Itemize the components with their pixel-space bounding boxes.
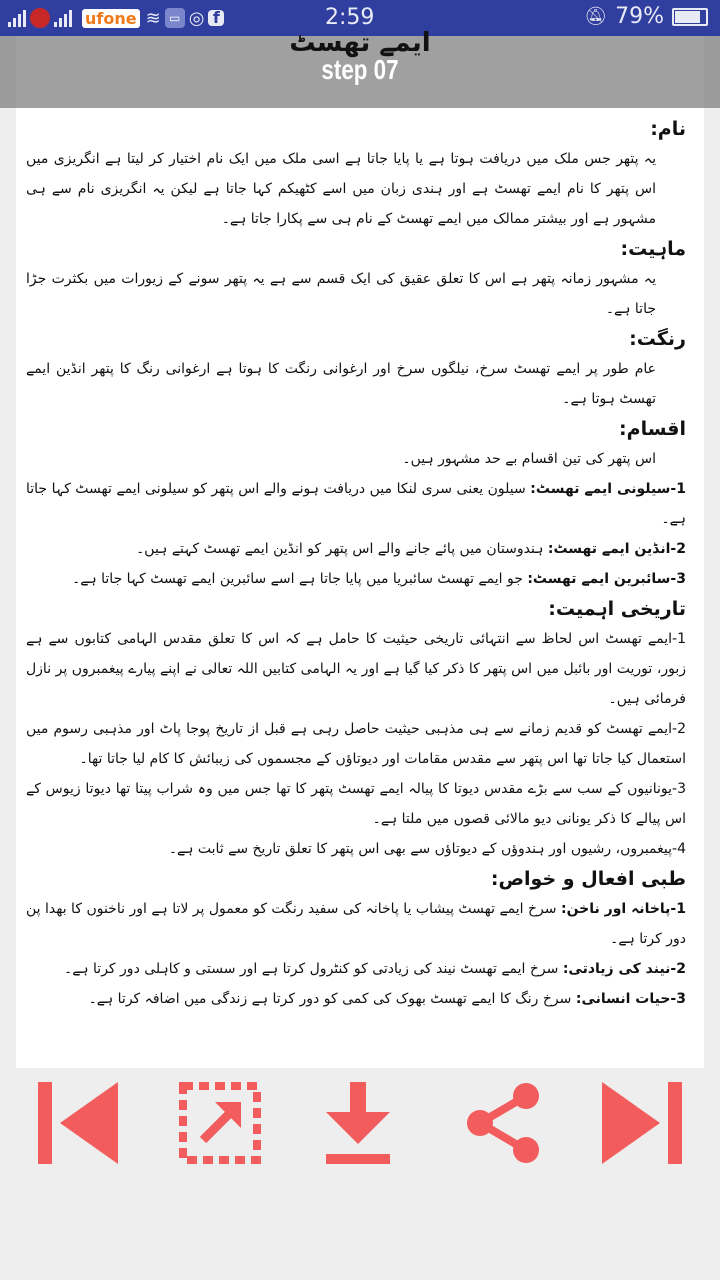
signal-icon-2 (54, 9, 72, 27)
section-paragraph: 3-یونانیوں کے سب سے بڑے مقدس دیوتا کا پیالہ ایمے تھسٹ پتھر کا تھا جس میں وہ شراب پیتا تھا دیوتا زیوس کے اس پیالے کا ذکر یونانی دیو مالائی قصوں میں ملتا ہے۔ (26, 781, 686, 827)
item-label: 1-پاخانہ اور ناخن: (560, 901, 686, 917)
skip-next-icon (602, 1082, 686, 1166)
section-paragraph: یہ مشہور زمانہ پتھر ہے اس کا تعلق عقیق کی ایک قسم سے ہے یہ پتھر سونے کے زیورات میں بکثرت جڑا جاتا ہے۔ (26, 271, 656, 317)
carrier-logo: ufone (82, 9, 140, 28)
section-heading: رنگت: (629, 328, 686, 350)
section-paragraph: عام طور پر ایمے تھسٹ سرخ، نیلگوں سرخ اور ارغوانی رنگت کا ہوتا ہے ارغوانی رنگ کا پتھر انڈین ایمے تھسٹ ہوتا ہے۔ (26, 361, 656, 407)
open-in-full-icon (179, 1082, 263, 1166)
skip-previous-icon (38, 1082, 122, 1166)
item-text: سرخ ایمے تھسٹ نیند کی زیادتی کو کنٹرول کرتا ہے اور سستی و کاہلی دور کرتا ہے۔ (63, 961, 559, 977)
section-heading: اقسام: (619, 418, 686, 440)
app-notification-icon (30, 8, 50, 28)
section-paragraph: اس پتھر کی تین اقسام بے حد مشہور ہیں۔ (402, 451, 656, 467)
previous-button[interactable] (38, 1082, 122, 1166)
item-text: جو ایمے تھسٹ سائبریا میں پایا جاتا ہے اسے سائبرین ایمے تھسٹ کہا جاتا ہے۔ (72, 571, 523, 587)
wifi-icon: ≋ (145, 7, 161, 29)
otg-icon: ▭ (165, 8, 185, 28)
item-text: سیلون یعنی سری لنکا میں دریافت ہونے والے اس پتھر کو سیلونی ایمے تھسٹ کہا جاتا ہے۔ (26, 481, 686, 527)
battery-percent: 79% (615, 4, 664, 29)
item-label: 2-نیند کی زیادتی: (562, 961, 686, 977)
list-item (26, 984, 686, 1014)
list-item (26, 894, 686, 954)
section-paragraph: 1-ایمے تھسٹ اس لحاظ سے انتہائی تاریخی حیثیت کا حامل ہے کہ اس کا تعلق مقدس الہامی کتابوں سے ہے زبور، توریت اور بائبل میں اس پتھر کا ذکر کیا گیا ہے اور یہ الہامی کتابیں اللہ تعالی نے اپنے پیارے پیغمبروں پر نازل فرمائی ہیں۔ (26, 631, 686, 707)
section-heading: ماہیت: (620, 238, 686, 260)
article-content (16, 36, 704, 1014)
list-item (26, 474, 686, 534)
article-page-image (16, 36, 704, 1068)
list-item (26, 534, 686, 564)
section-paragraph: 4-پیغمبروں، رشیوں اور ہندوؤں کے دیوتاؤں سے بھی اس پتھر کا تعلق تاریخ سے ثابت ہے۔ (168, 841, 686, 857)
fullscreen-button[interactable] (179, 1082, 263, 1166)
battery-icon (672, 8, 708, 26)
step-label: step 07 (321, 54, 399, 85)
page-title-urdu: ایمے تھسٹ (289, 28, 431, 58)
section-paragraph: یہ پتھر جس ملک میں دریافت ہوتا ہے یا پایا جاتا ہے اسی ملک میں ایک نام اختیار کر لیتا ہے انگریزی میں اس پتھر کا نام ایمے تھسٹ ہے اور ہندی زبان میں اسے کٹھیکم کہا جاتا ہے لیکن یہ انگریزی نام سے ہی مشہور ہے اور بیشتر ممالک میں ایمے تھسٹ کے نام ہی سے پکارا جاتا ہے۔ (26, 151, 656, 227)
list-item (26, 954, 686, 984)
item-label: 1-سیلونی ایمے تھسٹ: (530, 481, 686, 497)
clock: 2:59 (325, 5, 375, 30)
share-button[interactable] (464, 1082, 548, 1166)
item-text: سرخ رنگ کا ایمے تھسٹ بھوک کی کمی کو دور کرتا ہے زندگی میں اضافہ کرتا ہے۔ (88, 991, 572, 1007)
list-item (26, 564, 686, 594)
download-icon (326, 1082, 410, 1166)
messenger-icon: ◎ (188, 7, 205, 29)
step-header (0, 28, 720, 108)
section-paragraph: 2-ایمے تھسٹ کو قدیم زمانے سے ہی مذہبی حیثیت حاصل رہی ہے قبل از تاریخ پوجا پاٹ اور مذہبی رسوم میں استعمال کیا جاتا تھا اس پتھر سے مقدس مقامات اور دیوتاؤں کے مجسموں کی زیبائش کا کام لیا جاتا تھا۔ (26, 721, 686, 767)
item-label: 2-انڈین ایمے تھسٹ: (547, 541, 686, 557)
item-text: ہندوستان میں پائے جانے والے اس پتھر کو انڈین ایمے تھسٹ کہتے ہیں۔ (136, 541, 544, 557)
facebook-icon: f (208, 10, 224, 26)
bottom-toolbar (0, 1082, 720, 1166)
section-heading: نام: (650, 118, 686, 140)
item-label: 3-سائبرین ایمے تھسٹ: (527, 571, 686, 587)
signal-icon (8, 9, 26, 27)
alarm-off-icon: 🔕︎ (584, 6, 608, 27)
next-button[interactable] (602, 1082, 686, 1166)
item-text: سرخ ایمے تھسٹ پیشاب یا پاخانہ کی سفید رنگت کو معمول پر لاتا ہے اور ناخنوں کا بھدا پن دور کرتا ہے۔ (26, 901, 686, 947)
download-button[interactable] (326, 1082, 410, 1166)
section-heading: طبی افعال و خواص: (490, 868, 686, 890)
share-icon (464, 1082, 548, 1166)
section-heading: تاریخی اہمیت: (548, 598, 686, 620)
item-label: 3-حیات انسانی: (575, 991, 686, 1007)
